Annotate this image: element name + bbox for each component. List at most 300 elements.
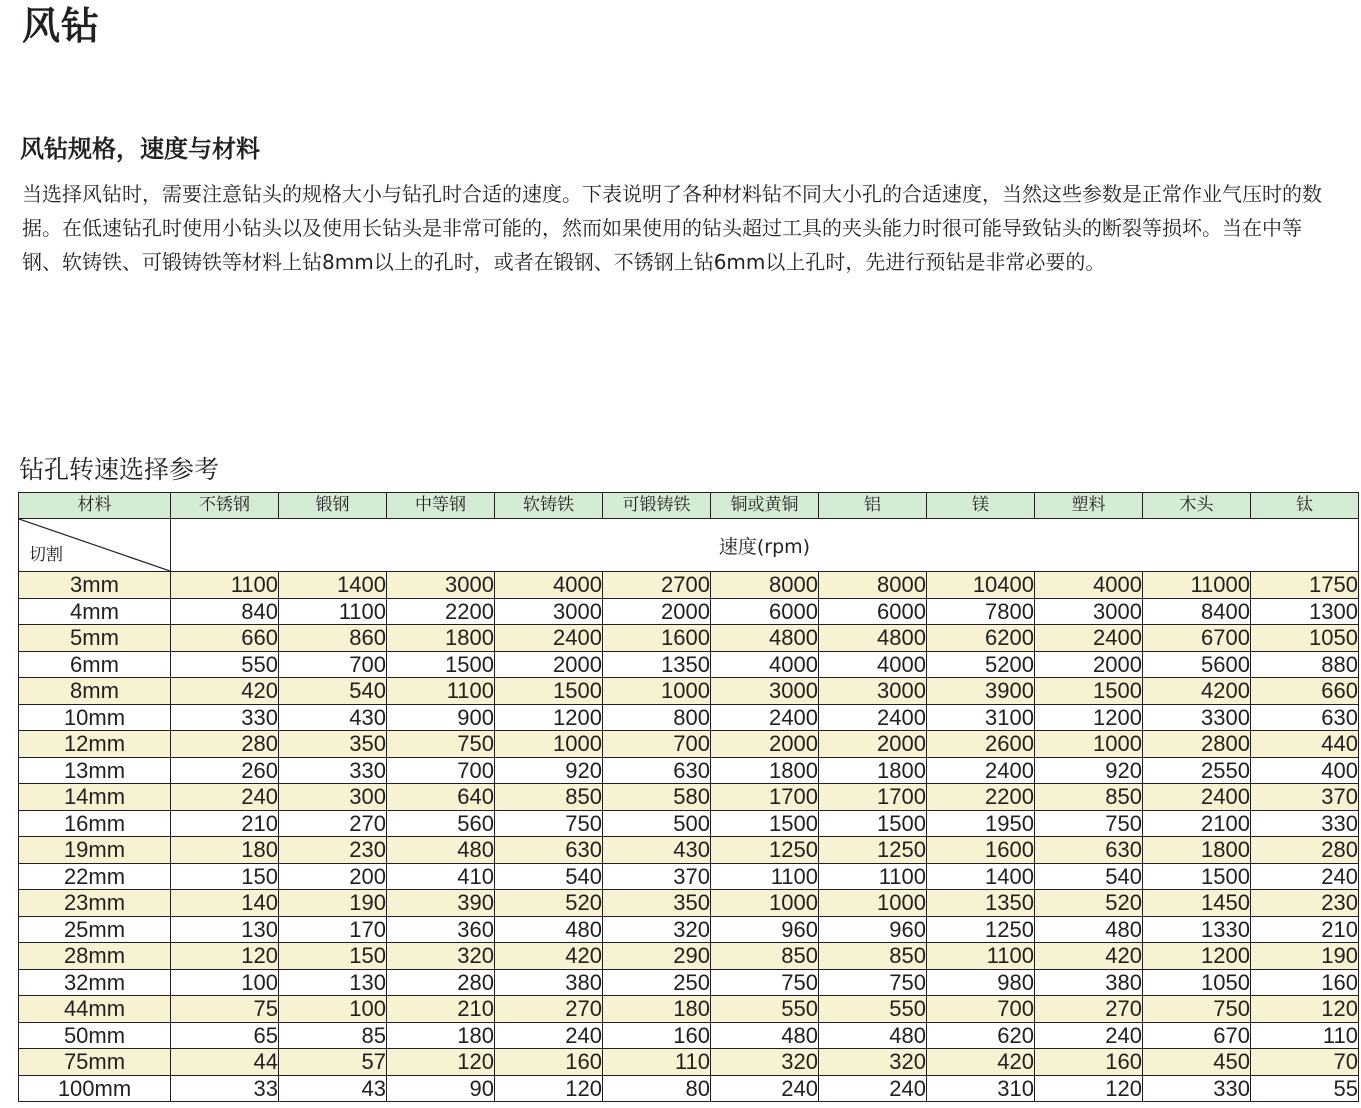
header-cell: 木头 — [1143, 493, 1251, 519]
speed-value: 520 — [1105, 890, 1142, 916]
speed-cell — [279, 651, 387, 678]
speed-cell — [1143, 810, 1251, 837]
speed-cell — [495, 704, 603, 731]
speed-cell — [927, 916, 1035, 943]
speed-cell — [1035, 1075, 1143, 1102]
speed-cell — [171, 1075, 279, 1102]
speed-value: 350 — [349, 731, 386, 757]
speed-value: 480 — [781, 1022, 818, 1048]
speed-value: 5600 — [1201, 651, 1250, 677]
drill-size-cell: 12mm — [19, 731, 171, 758]
speed-value: 2400 — [553, 625, 602, 651]
speed-value: 4000 — [877, 651, 926, 677]
table-row — [19, 757, 1359, 784]
table-row — [19, 704, 1359, 731]
drill-size-cell: 32mm — [19, 969, 171, 996]
table-row — [19, 598, 1359, 625]
speed-cell — [279, 969, 387, 996]
speed-cell — [819, 1075, 927, 1102]
speed-value: 310 — [997, 1075, 1034, 1101]
drill-size-cell: 19mm — [19, 837, 171, 864]
speed-value: 2200 — [445, 598, 494, 624]
speed-value: 370 — [673, 863, 710, 889]
header-cell: 可锻铸铁 — [603, 493, 711, 519]
speed-cell — [819, 784, 927, 811]
speed-cell — [927, 810, 1035, 837]
speed-cell — [711, 969, 819, 996]
speed-cell — [711, 625, 819, 652]
speed-cell — [1143, 1075, 1251, 1102]
speed-cell — [279, 1049, 387, 1076]
speed-cell — [927, 890, 1035, 917]
speed-cell — [1035, 731, 1143, 758]
speed-value: 120 — [565, 1075, 602, 1101]
speed-cell — [819, 651, 927, 678]
speed-value: 3100 — [985, 704, 1034, 730]
header-cell: 锻钢 — [279, 493, 387, 519]
speed-cell — [495, 969, 603, 996]
speed-value: 660 — [241, 625, 278, 651]
speed-cell — [1143, 863, 1251, 890]
speed-cell — [279, 943, 387, 970]
speed-value: 160 — [673, 1022, 710, 1048]
table-row — [19, 784, 1359, 811]
speed-cell — [711, 916, 819, 943]
speed-cell — [711, 731, 819, 758]
speed-cell — [495, 890, 603, 917]
speed-cell — [927, 704, 1035, 731]
speed-value: 80 — [685, 1075, 710, 1101]
drill-size-cell: 25mm — [19, 916, 171, 943]
drill-size-cell: 14mm — [19, 784, 171, 811]
speed-cell — [1035, 678, 1143, 705]
speed-value: 1700 — [769, 784, 818, 810]
speed-cell — [495, 678, 603, 705]
speed-cell — [495, 1049, 603, 1076]
speed-value: 1100 — [230, 572, 278, 598]
speed-value: 180 — [673, 996, 710, 1022]
speed-cell — [927, 651, 1035, 678]
speed-value: 1300 — [1309, 598, 1358, 624]
speed-value: 6000 — [877, 598, 926, 624]
speed-value: 230 — [349, 837, 386, 863]
speed-cell — [1035, 890, 1143, 917]
speed-cell — [171, 1049, 279, 1076]
speed-value: 410 — [457, 863, 494, 889]
speed-value: 4000 — [1093, 572, 1142, 598]
speed-cell — [171, 943, 279, 970]
speed-value: 2800 — [1201, 731, 1250, 757]
speed-cell — [1251, 572, 1359, 599]
drill-size-cell: 5mm — [19, 625, 171, 652]
table-row — [19, 731, 1359, 758]
speed-cell — [1251, 916, 1359, 943]
speed-cell — [603, 757, 711, 784]
speed-cell — [171, 1022, 279, 1049]
speed-cell — [279, 625, 387, 652]
speed-value: 280 — [457, 969, 494, 995]
speed-cell — [387, 651, 495, 678]
speed-cell — [279, 704, 387, 731]
speed-cell — [819, 625, 927, 652]
speed-value: 3000 — [769, 678, 818, 704]
speed-cell — [927, 969, 1035, 996]
drill-size-cell: 4mm — [19, 598, 171, 625]
speed-cell — [1251, 784, 1359, 811]
speed-cell — [171, 916, 279, 943]
speed-value: 1500 — [769, 810, 818, 836]
speed-cell — [819, 996, 927, 1023]
speed-cell — [495, 572, 603, 599]
speed-cell — [495, 916, 603, 943]
speed-value: 660 — [1321, 678, 1358, 704]
speed-cell — [495, 943, 603, 970]
speed-value: 960 — [781, 916, 818, 942]
speed-value: 370 — [1321, 784, 1358, 810]
speed-value: 1800 — [1201, 837, 1250, 863]
speed-value: 1450 — [1201, 890, 1250, 916]
speed-cell — [603, 916, 711, 943]
table-title: 钻孔转速选择参考 — [19, 455, 220, 484]
speed-value: 130 — [241, 916, 278, 942]
speed-cell — [1035, 1049, 1143, 1076]
speed-value: 1330 — [1201, 916, 1250, 942]
speed-cell — [387, 1022, 495, 1049]
header-cell: 铝 — [819, 493, 927, 519]
speed-value: 320 — [781, 1049, 818, 1075]
speed-value: 480 — [889, 1022, 926, 1048]
speed-value: 750 — [1105, 810, 1142, 836]
speed-cell — [279, 731, 387, 758]
speed-value: 850 — [565, 784, 602, 810]
speed-cell — [1251, 651, 1359, 678]
table-row — [19, 572, 1359, 599]
speed-value: 560 — [457, 810, 494, 836]
speed-value: 140 — [241, 890, 278, 916]
speed-value: 160 — [565, 1049, 602, 1075]
speed-value: 33 — [253, 1075, 278, 1101]
speed-cell — [927, 572, 1035, 599]
speed-cell — [1035, 837, 1143, 864]
speed-value: 120 — [1105, 1075, 1142, 1101]
speed-cell — [495, 996, 603, 1023]
speed-cell — [279, 837, 387, 864]
speed-cell — [1251, 598, 1359, 625]
speed-value: 160 — [1105, 1049, 1142, 1075]
speed-value: 1500 — [1093, 678, 1142, 704]
header-cell: 镁 — [927, 493, 1035, 519]
intro-paragraph: 当选择风钻时，需要注意钻头的规格大小与钻孔时合适的速度。下表说明了各种材料钻不同大小孔的合适速度，当然这些参数是正常作业气压时的数据。在低速钻孔时使用小钻头以及使用长钻头是非常可能的，然而如果使用的钻头超过工具的夹头能力时很可能导致钻头的断裂等损坏。当在中等钢、软铸铁、可锻铸铁等材料上钻8mm以上的孔时，或者在锻钢、不锈钢上钻6mm以上孔时，先进行预钻是非常必要的。 — [22, 182, 1322, 274]
speed-cell — [603, 678, 711, 705]
speed-value: 630 — [1321, 704, 1358, 730]
speed-cell — [495, 598, 603, 625]
speed-value: 4000 — [553, 572, 602, 598]
speed-cell — [171, 784, 279, 811]
speed-value: 550 — [889, 996, 926, 1022]
speed-cell — [819, 837, 927, 864]
speed-cell — [711, 704, 819, 731]
speed-cell — [1035, 996, 1143, 1023]
speed-cell — [1035, 1022, 1143, 1049]
speed-value: 2400 — [1093, 625, 1142, 651]
speed-value: 750 — [1213, 996, 1250, 1022]
table-row — [19, 890, 1359, 917]
speed-value: 330 — [1321, 810, 1358, 836]
speed-cell — [711, 784, 819, 811]
speed-value: 1100 — [878, 863, 926, 889]
speed-cell — [927, 1075, 1035, 1102]
speed-value: 1200 — [1201, 943, 1250, 969]
speed-value: 540 — [349, 678, 386, 704]
drill-speed-table — [18, 492, 1359, 1102]
speed-value: 2000 — [1093, 651, 1142, 677]
speed-value: 1050 — [1201, 969, 1250, 995]
speed-value: 420 — [241, 678, 278, 704]
speed-value: 320 — [673, 916, 710, 942]
speed-cell — [1251, 757, 1359, 784]
speed-value: 2700 — [661, 572, 710, 598]
speed-cell — [1143, 598, 1251, 625]
speed-cell — [171, 598, 279, 625]
speed-cell — [171, 731, 279, 758]
speed-value: 1100 — [986, 943, 1034, 969]
speed-value: 2400 — [1201, 784, 1250, 810]
speed-value: 1500 — [553, 678, 602, 704]
speed-value: 1500 — [445, 651, 494, 677]
table-row — [19, 943, 1359, 970]
speed-value: 1500 — [877, 810, 926, 836]
table-row — [19, 996, 1359, 1023]
speed-value: 1400 — [337, 572, 386, 598]
speed-cell — [1143, 625, 1251, 652]
speed-value: 65 — [253, 1022, 278, 1048]
speed-value: 1200 — [1093, 704, 1142, 730]
speed-cell — [1143, 731, 1251, 758]
speed-cell — [819, 731, 927, 758]
speed-value: 840 — [241, 598, 278, 624]
speed-cell — [927, 837, 1035, 864]
speed-value: 1600 — [661, 625, 710, 651]
speed-value: 120 — [457, 1049, 494, 1075]
speed-cell — [1143, 704, 1251, 731]
speed-cell — [927, 784, 1035, 811]
speed-value: 100 — [241, 969, 278, 995]
speed-cell — [711, 757, 819, 784]
speed-cell — [495, 651, 603, 678]
speed-cell — [819, 572, 927, 599]
speed-cell — [603, 1075, 711, 1102]
speed-cell — [171, 863, 279, 890]
speed-value: 1950 — [985, 810, 1034, 836]
speed-cell — [171, 678, 279, 705]
speed-cell — [279, 916, 387, 943]
speed-cell — [387, 863, 495, 890]
drill-size-cell: 44mm — [19, 996, 171, 1023]
speed-value: 210 — [241, 810, 278, 836]
speed-cell — [1143, 1049, 1251, 1076]
speed-cell — [1251, 625, 1359, 652]
speed-value: 2550 — [1201, 757, 1250, 783]
speed-value: 700 — [349, 651, 386, 677]
speed-value: 3000 — [1093, 598, 1142, 624]
speed-value: 2000 — [877, 731, 926, 757]
speed-cell — [603, 572, 711, 599]
speed-cell — [279, 1075, 387, 1102]
speed-value: 750 — [565, 810, 602, 836]
speed-value: 210 — [457, 996, 494, 1022]
speed-cell — [171, 969, 279, 996]
speed-cell — [819, 1049, 927, 1076]
speed-value: 2400 — [769, 704, 818, 730]
speed-value: 160 — [1321, 969, 1358, 995]
speed-cell — [495, 1075, 603, 1102]
speed-cell — [1143, 890, 1251, 917]
speed-cell — [711, 651, 819, 678]
speed-cell — [711, 943, 819, 970]
speed-value: 3000 — [877, 678, 926, 704]
speed-value: 260 — [241, 757, 278, 783]
speed-value: 2000 — [553, 651, 602, 677]
speed-value: 630 — [1105, 837, 1142, 863]
speed-cell — [1251, 996, 1359, 1023]
header-cell: 软铸铁 — [495, 493, 603, 519]
speed-cell — [711, 678, 819, 705]
speed-cell — [387, 625, 495, 652]
speed-unit-label: 速度(rpm) — [171, 519, 1359, 572]
speed-value: 110 — [674, 1049, 710, 1075]
speed-cell — [711, 1075, 819, 1102]
speed-value: 750 — [457, 731, 494, 757]
speed-cell — [279, 810, 387, 837]
table-row — [19, 1049, 1359, 1076]
speed-value: 300 — [349, 784, 386, 810]
speed-cell — [387, 572, 495, 599]
speed-cell — [1143, 969, 1251, 996]
speed-cell — [927, 598, 1035, 625]
speed-cell — [495, 810, 603, 837]
speed-cell — [603, 625, 711, 652]
drill-size-cell: 22mm — [19, 863, 171, 890]
speed-value: 130 — [349, 969, 386, 995]
speed-cell — [387, 943, 495, 970]
speed-value: 10400 — [972, 572, 1034, 598]
speed-value: 230 — [1321, 890, 1358, 916]
speed-cell — [603, 1049, 711, 1076]
speed-cell — [927, 731, 1035, 758]
speed-cell — [171, 572, 279, 599]
speed-value: 1000 — [1093, 731, 1142, 757]
speed-cell — [279, 572, 387, 599]
speed-cell — [927, 625, 1035, 652]
speed-cell — [387, 916, 495, 943]
speed-cell — [1035, 572, 1143, 599]
speed-value: 540 — [1105, 863, 1142, 889]
speed-value: 1500 — [1201, 863, 1250, 889]
speed-value: 110 — [1322, 1022, 1358, 1048]
speed-cell — [495, 1022, 603, 1049]
speed-cell — [387, 784, 495, 811]
speed-cell — [171, 757, 279, 784]
speed-cell — [711, 598, 819, 625]
speed-cell — [819, 863, 927, 890]
page-title: 风钻 — [22, 4, 101, 48]
speed-value: 1000 — [877, 890, 926, 916]
speed-cell — [1035, 598, 1143, 625]
speed-value: 750 — [889, 969, 926, 995]
speed-cell — [279, 996, 387, 1023]
speed-value: 330 — [349, 757, 386, 783]
speed-value: 1000 — [661, 678, 710, 704]
speed-cell — [1035, 757, 1143, 784]
speed-value: 800 — [673, 704, 710, 730]
speed-value: 3300 — [1201, 704, 1250, 730]
speed-value: 43 — [361, 1075, 386, 1101]
speed-value: 540 — [565, 863, 602, 889]
speed-value: 4800 — [877, 625, 926, 651]
speed-value: 320 — [457, 943, 494, 969]
speed-value: 240 — [565, 1022, 602, 1048]
speed-value: 750 — [781, 969, 818, 995]
speed-value: 980 — [997, 969, 1034, 995]
speed-value: 8400 — [1201, 598, 1250, 624]
speed-cell — [387, 837, 495, 864]
drill-size-cell: 28mm — [19, 943, 171, 970]
drill-size-cell: 75mm — [19, 1049, 171, 1076]
speed-cell — [819, 678, 927, 705]
speed-cell — [1035, 916, 1143, 943]
speed-cell — [279, 1022, 387, 1049]
speed-cell — [387, 598, 495, 625]
header-cell: 钛 — [1251, 493, 1359, 519]
speed-value: 200 — [349, 863, 386, 889]
speed-value: 270 — [1105, 996, 1142, 1022]
speed-value: 630 — [673, 757, 710, 783]
header-cell: 不锈钢 — [171, 493, 279, 519]
speed-value: 11000 — [1190, 572, 1250, 598]
speed-value: 1350 — [985, 890, 1034, 916]
speed-value: 1100 — [338, 598, 386, 624]
header-cell: 中等钢 — [387, 493, 495, 519]
speed-cell — [603, 837, 711, 864]
speed-value: 1250 — [985, 916, 1034, 942]
speed-cell — [279, 784, 387, 811]
speed-cell — [279, 757, 387, 784]
speed-cell — [603, 704, 711, 731]
speed-value: 90 — [469, 1075, 494, 1101]
speed-cell — [495, 784, 603, 811]
header-material: 材料 — [19, 493, 171, 519]
speed-value: 850 — [889, 943, 926, 969]
speed-value: 330 — [241, 704, 278, 730]
speed-value: 550 — [241, 651, 278, 677]
speed-cell — [1251, 1049, 1359, 1076]
speed-cell — [819, 598, 927, 625]
speed-cell — [603, 1022, 711, 1049]
speed-cell — [1035, 810, 1143, 837]
speed-cell — [927, 943, 1035, 970]
speed-cell — [387, 969, 495, 996]
speed-cell — [1251, 810, 1359, 837]
speed-value: 70 — [1333, 1049, 1358, 1075]
table-row — [19, 969, 1359, 996]
table-row — [19, 1022, 1359, 1049]
speed-cell — [711, 996, 819, 1023]
speed-value: 150 — [241, 863, 278, 889]
drill-size-cell: 3mm — [19, 572, 171, 599]
speed-cell — [927, 863, 1035, 890]
drill-size-cell: 13mm — [19, 757, 171, 784]
speed-cell — [171, 704, 279, 731]
